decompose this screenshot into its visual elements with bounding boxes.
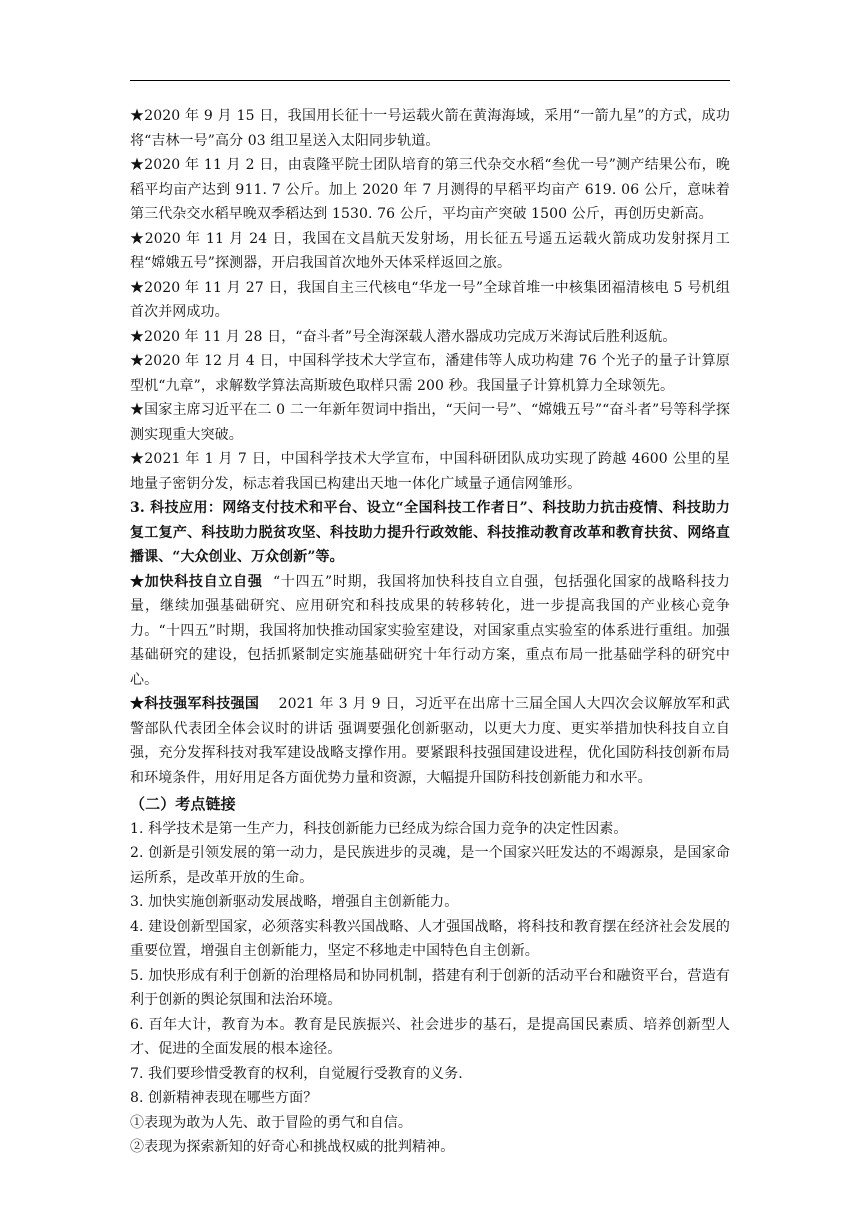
point-item: 6. 百年大计，教育为本。教育是民族振兴、社会进步的基石，是提高国民素质、培养创新型人才、促进的全面发展的根本途径。 xyxy=(130,1016,730,1057)
point-item: 5. 加快形成有利于创新的治理格局和协同机制，搭建有利于创新的活动平台和融资平台，营造有利于创新的舆论氛围和法治环境。 xyxy=(130,967,730,1008)
event-item: ★2020 年 12 月 4 日，中国科学技术大学宣布，潘建伟等人成功构建 76 个光子的量子计算原型机“九章”，求解数学算法高斯玻色取样只需 200 秒。我国量子计算机算力全球领先。 xyxy=(130,353,730,394)
point-item: 2. 创新是引领发展的第一动力，是民族进步的灵魂，是一个国家兴旺发达的不竭源泉，是国家命运所系，是改革开放的生命。 xyxy=(130,845,730,886)
document-body xyxy=(130,104,730,1160)
strong-army-body: 2021 年 3 月 9 日，习近平在出席十三届全国人大四次会议解放军和武警部队代表团全体会议时的讲话 强调要强化创新驱动，以更大力度、更实举措加快科技自立自强，充分发挥科技对我军建设战略支撑作用。要紧跟科技强国建设进程，优化国防科技创新布局和环境条件，用好用足各方面优势力量和资源，大幅提升国防科技创新能力和水平。 xyxy=(130,696,730,786)
point-item: 4. 建设创新型国家，必须落实科教兴国战略、人才强国战略，将科技和教育摆在经济社会发展的重要位置，增强自主创新能力，坚定不移地走中国特色自主创新。 xyxy=(130,918,730,959)
strong-army-title: ★科技强军科技强国 xyxy=(130,696,260,712)
event-item: ★2020 年 11 月 2 日，由袁隆平院士团队培育的第三代杂交水稻“叁优一号”测产结果公布，晚稻平均亩产达到 911. 7 公斤。加上 2020 年 7 月测得的早稻平均亩产 619. 06 公斤，意味着第三代杂交水稻早晚双季稻达到 1530. 76 公斤，平均亩产突破 1500 公斤，再创历史新高。 xyxy=(130,157,730,222)
self-reliance-body: “十四五”时期，我国将加快科技自立自强，包括强化国家的战略科技力量，继续加强基础研究、应用研究和科技成果的转移转化，进一步提高我国的产业核心竞争力。“十四五”时期，我国将加快推动国家实验室建设，对国家重点实验室的体系进行重组。加强基础研究的建设，包括抓紧制定实施基础研究十年行动方案，重点布局一批基础学科的研究中心。 xyxy=(130,573,731,688)
header-rule xyxy=(130,80,730,81)
point-item: 8. 创新精神表现在哪些方面？ xyxy=(130,1090,318,1106)
event-item: ★2020 年 9 月 15 日，我国用长征十一号运载火箭在黄海海域，采用“一箭九星”的方式，成功将“吉林一号”高分 03 组卫星送入太阳同步轨道。 xyxy=(130,108,730,149)
event-item: ★2020 年 11 月 28 日，“奋斗者”号全海深载人潜水器成功完成万米海试后胜利返航。 xyxy=(130,328,677,345)
event-item: ★2020 年 11 月 27 日，我国自主三代核电“华龙一号”全球首堆一中核集团福清核电 5 号机组首次并网成功。 xyxy=(130,279,730,320)
point-item: 1. 科学技术是第一生产力，科技创新能力已经成为综合国力竞争的决定性因素。 xyxy=(130,820,628,837)
self-reliance-paragraph xyxy=(130,570,730,693)
point-item: 3. 加快实施创新驱动发展战略，增强自主创新能力。 xyxy=(130,894,459,910)
point-item: ②表现为探索新知的好奇心和挑战权威的批判精神。 xyxy=(130,1139,455,1155)
event-item: ★2021 年 1 月 7 日，中国科学技术大学宣布，中国科研团队成功实现了跨越 4600 公里的星地量子密钥分发，标志着我国已构建出天地一体化广域量子通信网雏形。 xyxy=(130,451,730,492)
point-item: 7. 我们要珍惜受教育的权利，自觉履行受教育的义务. xyxy=(130,1065,463,1082)
self-reliance-title: ★加快科技自立自强 xyxy=(130,573,263,590)
point-item: ①表现为敢为人先、敢于冒险的勇气和自信。 xyxy=(130,1114,412,1131)
applications-paragraph: 3. 科技应用：网络支付技术和平台、设立“全国科技工作者日”、科技助力抗击疫情、科技助力复工复产、科技助力脱贫攻坚、科技助力提升行政效能、科技推动教育改革和教育扶贫、网络直播课、“大众创业、万众创新”等。 xyxy=(130,500,730,565)
section-heading: （二）考点链接 xyxy=(130,795,236,813)
strong-army-paragraph xyxy=(130,692,730,790)
document-page xyxy=(130,0,730,1216)
event-item: ★国家主席习近平在二 0 二一年新年贺词中指出，“天问一号”、“嫦娥五号”“奋斗者”号等科学探测实现重大突破。 xyxy=(130,402,730,443)
event-item: ★2020 年 11 月 24 日，我国在文昌航天发射场，用长征五号遥五运载火箭成功发射探月工程“嫦娥五号”探测器，开启我国首次地外天体采样返回之旅。 xyxy=(130,230,730,271)
